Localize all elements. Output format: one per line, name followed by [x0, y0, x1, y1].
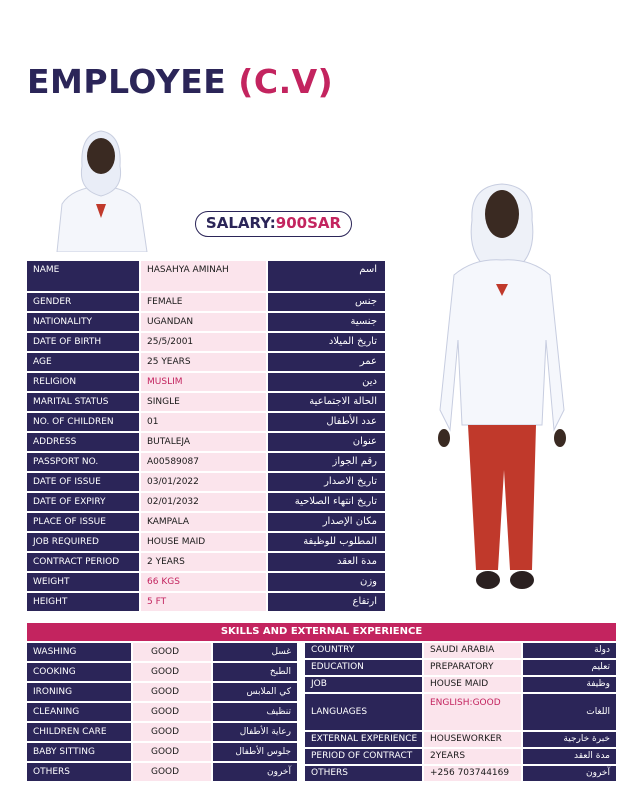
row-label-arabic: المطلوب للوظيفة [268, 533, 385, 551]
experience-label: EXTERNAL EXPERIENCE [305, 732, 422, 747]
table-row [27, 473, 385, 491]
row-label-arabic: اسم [268, 261, 385, 291]
personal-info-table [27, 261, 385, 613]
experience-label-arabic: اللغات [523, 694, 616, 730]
skill-value: GOOD [133, 703, 211, 721]
row-label-arabic: ارتفاع [268, 593, 385, 611]
table-row [305, 643, 616, 658]
skill-value: GOOD [133, 663, 211, 681]
table-row [305, 660, 616, 675]
row-value: FEMALE [141, 293, 266, 311]
table-row [27, 333, 385, 351]
row-label: RELIGION [27, 373, 139, 391]
experience-value [424, 694, 521, 730]
experience-label: COUNTRY [305, 643, 422, 658]
table-row [27, 763, 297, 781]
row-value: MUSLIM [141, 373, 266, 391]
table-row [27, 313, 385, 331]
experience-label-arabic: تعليم [523, 660, 616, 675]
row-label-arabic: وزن [268, 573, 385, 591]
experience-value: HOUSE MAID [424, 677, 521, 692]
experience-label: LANGUAGES [305, 694, 422, 730]
skill-label-arabic: الطبخ [213, 663, 297, 681]
skill-value: GOOD [133, 723, 211, 741]
table-row [27, 663, 297, 681]
experience-value: PREPARATORY [424, 660, 521, 675]
experience-label: EDUCATION [305, 660, 422, 675]
row-label-arabic: جنس [268, 293, 385, 311]
row-value: 25 YEARS [141, 353, 266, 371]
row-label-arabic: الحالة الاجتماعية [268, 393, 385, 411]
row-value: 5 FT [141, 593, 266, 611]
row-label: DATE OF BIRTH [27, 333, 139, 351]
experience-label: PERIOD OF CONTRACT [305, 749, 422, 764]
row-value: 25/5/2001 [141, 333, 266, 351]
row-value: 02/01/2032 [141, 493, 266, 511]
table-row [27, 683, 297, 701]
table-row [305, 732, 616, 747]
row-value: HOUSE MAID [141, 533, 266, 551]
table-row [27, 433, 385, 451]
skill-label: BABY SITTING [27, 743, 131, 761]
table-row [27, 553, 385, 571]
row-value: HASAHYA AMINAH [141, 261, 266, 291]
row-label: CONTRACT PERIOD [27, 553, 139, 571]
row-label-arabic: تاريخ الميلاد [268, 333, 385, 351]
experience-label-arabic: مدة العقد [523, 749, 616, 764]
row-value: 01 [141, 413, 266, 431]
row-label-arabic: تاريخ الاصدار [268, 473, 385, 491]
row-label: PASSPORT NO. [27, 453, 139, 471]
table-row [305, 749, 616, 764]
row-label: MARITAL STATUS [27, 393, 139, 411]
skill-label: CHILDREN CARE [27, 723, 131, 741]
table-row [27, 643, 297, 661]
skill-label: OTHERS [27, 763, 131, 781]
skill-value: GOOD [133, 763, 211, 781]
skill-label-arabic: رعاية الأطفال [213, 723, 297, 741]
experience-label-arabic: آخرون [523, 766, 616, 781]
table-row [27, 453, 385, 471]
row-label-arabic: مدة العقد [268, 553, 385, 571]
row-label-arabic: عمر [268, 353, 385, 371]
salary-label: SALARY: [205, 214, 276, 232]
row-label: NAME [27, 261, 139, 291]
table-row [305, 766, 616, 781]
skill-value: GOOD [133, 643, 211, 661]
row-label-arabic: عدد الأطفال [268, 413, 385, 431]
skill-label: COOKING [27, 663, 131, 681]
table-row [27, 353, 385, 371]
experience-value: 2YEARS [424, 749, 521, 764]
experience-value: +256 703744169 [424, 766, 521, 781]
row-label-arabic: جنسية [268, 313, 385, 331]
table-row [305, 677, 616, 692]
row-label: JOB REQUIRED [27, 533, 139, 551]
table-row [27, 261, 385, 291]
table-row [27, 703, 297, 721]
skill-value: GOOD [133, 743, 211, 761]
table-row [27, 723, 297, 741]
table-row [27, 293, 385, 311]
row-label-arabic: عنوان [268, 433, 385, 451]
skill-label-arabic: كي الملابس [213, 683, 297, 701]
title-main: EMPLOYEE [27, 62, 227, 101]
salary-badge [195, 211, 352, 237]
portrait-photo-small [52, 126, 150, 252]
skill-label-arabic: آخرون [213, 763, 297, 781]
row-label: GENDER [27, 293, 139, 311]
table-row [27, 413, 385, 431]
row-label: DATE OF EXPIRY [27, 493, 139, 511]
row-label: ADDRESS [27, 433, 139, 451]
row-label-arabic: مكان الإصدار [268, 513, 385, 531]
experience-value: SAUDI ARABIA [424, 643, 521, 658]
experience-label: JOB [305, 677, 422, 692]
row-label: NO. OF CHILDREN [27, 413, 139, 431]
portrait-photo-full [434, 180, 570, 600]
row-label: AGE [27, 353, 139, 371]
skill-value: GOOD [133, 683, 211, 701]
experience-label-arabic: وظيفة [523, 677, 616, 692]
experience-label-arabic: دولة [523, 643, 616, 658]
title-accent: (C.V) [238, 62, 334, 101]
row-value: UGANDAN [141, 313, 266, 331]
skill-label-arabic: جلوس الأطفال [213, 743, 297, 761]
table-row [27, 573, 385, 591]
table-row [27, 743, 297, 761]
row-value: 66 KGS [141, 573, 266, 591]
row-label: NATIONALITY [27, 313, 139, 331]
table-row [27, 393, 385, 411]
skill-label: CLEANING [27, 703, 131, 721]
skill-label: WASHING [27, 643, 131, 661]
experience-table [305, 643, 616, 783]
table-row [27, 513, 385, 531]
row-label: HEIGHT [27, 593, 139, 611]
table-row [27, 593, 385, 611]
skill-label: IRONING [27, 683, 131, 701]
row-label-arabic: دين [268, 373, 385, 391]
table-row [27, 493, 385, 511]
row-label: DATE OF ISSUE [27, 473, 139, 491]
row-value: BUTALEJA [141, 433, 266, 451]
row-value: 03/01/2022 [141, 473, 266, 491]
experience-label: OTHERS [305, 766, 422, 781]
skills-table [27, 643, 297, 783]
row-label-arabic: رقم الجواز [268, 453, 385, 471]
row-value: 2 YEARS [141, 553, 266, 571]
row-label: PLACE OF ISSUE [27, 513, 139, 531]
page-title [27, 62, 333, 101]
table-row [27, 373, 385, 391]
languages-value: ENGLISH:GOOD [430, 698, 501, 708]
experience-value: HOUSEWORKER [424, 732, 521, 747]
skills-heading: SKILLS AND EXTERNAL EXPERIENCE [27, 623, 616, 641]
row-value: A00589087 [141, 453, 266, 471]
row-value: KAMPALA [141, 513, 266, 531]
row-label-arabic: تاريخ انتهاء الصلاحية [268, 493, 385, 511]
experience-label-arabic: خبرة خارجية [523, 732, 616, 747]
row-label: WEIGHT [27, 573, 139, 591]
skill-label-arabic: غسل [213, 643, 297, 661]
salary-amount: 900SAR [275, 214, 342, 232]
skill-label-arabic: تنظيف [213, 703, 297, 721]
table-row [305, 694, 616, 730]
row-value: SINGLE [141, 393, 266, 411]
table-row [27, 533, 385, 551]
